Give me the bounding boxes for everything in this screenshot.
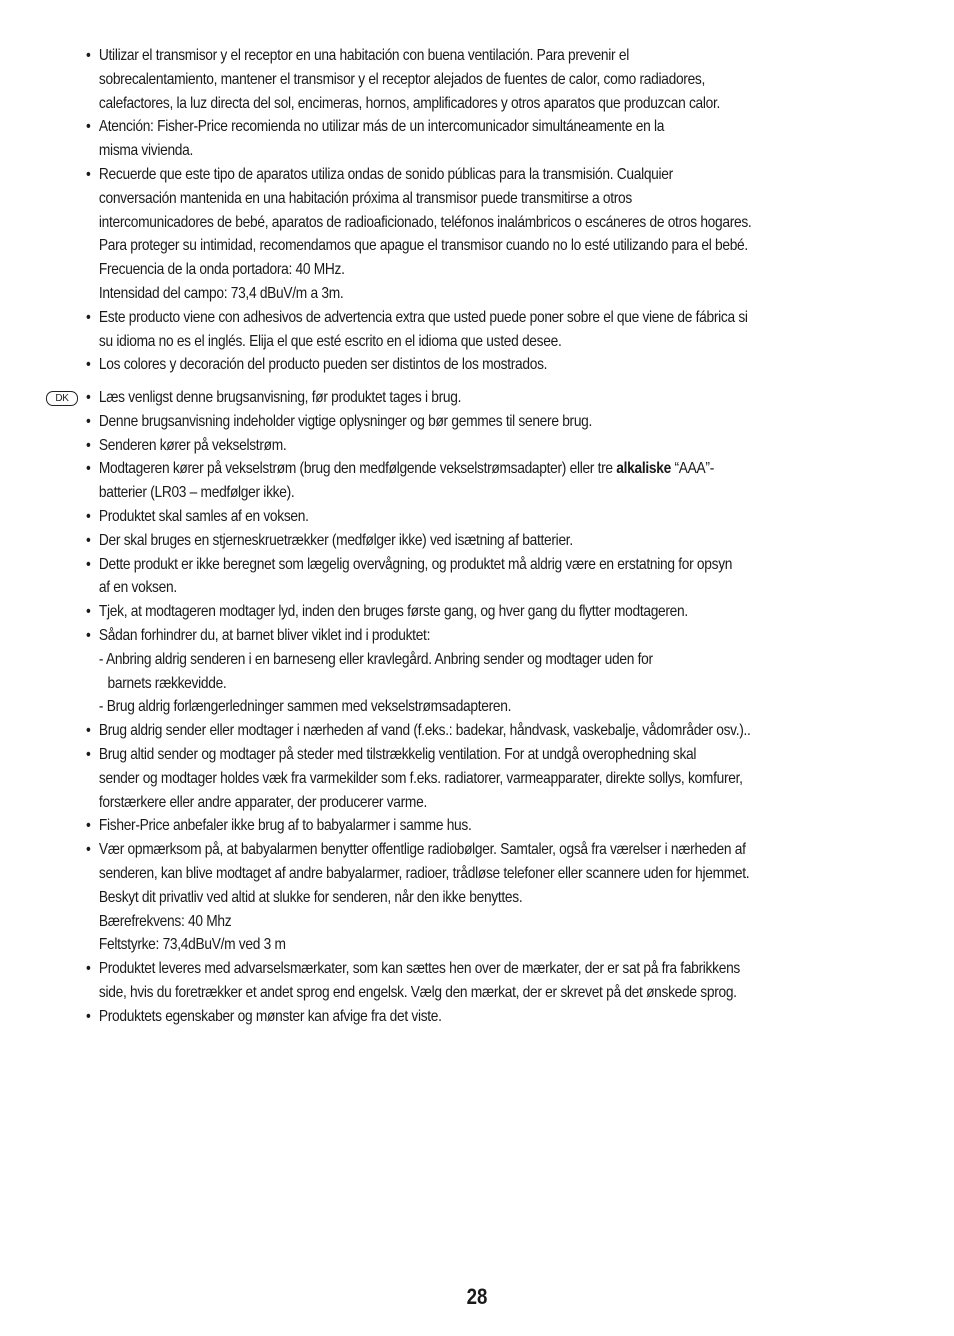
list-item [86, 600, 929, 624]
text-line [99, 457, 929, 481]
list-item [86, 743, 929, 814]
list-item [86, 410, 929, 434]
text-line: • Denne brugsanvisning indeholder vigtige oplysninger og bør gemmes til senere brug. [98, 412, 593, 430]
list-item [86, 44, 929, 115]
text-line: sender og modtager holdes væk fra varmekilder som f.eks. radiatorer, varmeapparater, direkte sollys, komfurer, [98, 769, 743, 787]
text-line: • Brug altid sender og modtager på steder med tilstrækkelig ventilation. For at undgå overophedning skal [98, 745, 697, 763]
text-line: • Produktet leveres med advarselsmærkater, som kan sættes hen over de mærkater, der er sat på fra fabrikkens [98, 960, 741, 978]
text-line: • Vær opmærksom på, at babyalarmen benytter offentlige radiobølger. Samtaler, også fra værelser i nærheden af [98, 841, 746, 859]
list-item [86, 957, 929, 1005]
text-line: • Utilizar el transmisor y el receptor en una habitación con buena ventilación. Para prevenir el [98, 47, 629, 64]
list-item [86, 115, 929, 163]
language-badge-dk: DK [46, 391, 78, 406]
text-line: calefactores, la luz directa del sol, encimeras, hornos, amplificadores y otros aparatos que produzcan calor. [98, 94, 721, 112]
text-line: Feltstyrke: 73,4dBuV/m ved 3 m [98, 936, 286, 954]
text-line: • Este producto viene con adhesivos de advertencia extra que usted puede poner sobre el que viene de fábrica si [98, 308, 748, 326]
danish-bullet-list [86, 386, 916, 1029]
list-item [86, 353, 929, 377]
list-item [86, 163, 929, 306]
text-line: • Produktets egenskaber og mønster kan afvige fra det viste. [98, 1007, 442, 1025]
list-item [86, 719, 929, 743]
text-line: • Tjek, at modtageren modtager lyd, inden den bruges første gang, og hver gang du flytter modtageren. [98, 603, 688, 621]
text-line: forstærkere eller andre apparater, der producerer varme. [98, 793, 427, 811]
text-line: Frecuencia de la onda portadora: 40 MHz. [98, 261, 345, 279]
text-line: misma vivienda. [98, 142, 194, 160]
text-line: • Recuerde que este tipo de aparatos utiliza ondas de sonido públicas para la transmisión. Cualquier [98, 165, 673, 183]
text-line: - Anbring aldrig senderen i en barneseng eller kravlegård. Anbring sender og modtager uden for [98, 650, 653, 668]
text-line: barnets rækkevidde. [107, 674, 227, 692]
text-segment: Modtageren kører på vekselstrøm (brug den medfølgende vekselstrømsadapter) eller tre [98, 460, 617, 478]
text-line: su idioma no es el inglés. Elija el que esté escrito en el idioma que usted desee. [98, 332, 562, 350]
text-line: • Læs venligst denne brugsanvisning, før produktet tages i brug. [98, 389, 462, 406]
list-item [86, 838, 929, 957]
list-item [86, 553, 929, 601]
text-line: • Los colores y decoración del producto pueden ser distintos de los mostrados. [98, 356, 548, 374]
list-item [86, 434, 929, 458]
text-line: • Fisher-Price anbefaler ikke brug af to babyalarmer i samme hus. [98, 817, 472, 835]
danish-section [86, 386, 916, 1029]
text-line: af en voksen. [98, 579, 177, 597]
spanish-section [86, 44, 916, 377]
text-line: • Produktet skal samles af en voksen. [98, 507, 309, 525]
list-item [86, 505, 929, 529]
list-item [86, 529, 929, 553]
text-line: • Der skal bruges en stjerneskruetrækker (medfølger ikke) ved isætning af batterier. [98, 531, 573, 549]
text-line: batterier (LR03 – medfølger ikke). [98, 484, 295, 502]
list-item [86, 457, 929, 505]
text-line: Intensidad del campo: 73,4 dBuV/m a 3m. [98, 284, 344, 302]
text-line: sobrecalentamiento, mantener el transmisor y el receptor alejados de fuentes de calor, como radiadores, [98, 70, 706, 88]
text-line: Beskyt dit privatliv ved altid at slukke for senderen, når den ikke benyttes. [98, 888, 523, 906]
text-line: Para proteger su intimidad, recomendamos que apague el transmisor cuando no lo esté utilizando para el bebé. [98, 237, 748, 255]
text-line: • Brug aldrig sender eller modtager i nærheden af vand (f.eks.: badekar, håndvask, vaskebalje, vådområder osv.).. [98, 722, 751, 740]
text-line: Bærefrekvens: 40 Mhz [98, 912, 232, 930]
text-line: • Sådan forhindrer du, at barnet bliver viklet ind i produktet: [98, 626, 431, 644]
list-item [86, 386, 929, 410]
bold-term: alkaliske [616, 460, 671, 478]
list-item [86, 1005, 929, 1029]
text-line: • Senderen kører på vekselstrøm. [98, 436, 287, 454]
text-line: • Dette produkt er ikke beregnet som lægelig overvågning, og produktet må aldrig være en erstatning for opsyn [98, 555, 733, 573]
list-item [86, 814, 929, 838]
text-line: - Brug aldrig forlængerledninger sammen med vekselstrømsadapteren. [98, 698, 512, 716]
text-line: side, hvis du foretrækker et andet sprog end engelsk. Vælg den mærkat, der er skrevet på det ønskede sprog. [98, 983, 737, 1001]
text-segment: “AAA”- [670, 460, 714, 478]
text-line: conversación mantenida en una habitación próxima al transmisor puede transmitirse a otros [98, 189, 632, 207]
sub-list-item [86, 648, 929, 696]
spanish-bullet-list [86, 44, 916, 377]
page-number: 28 [466, 1284, 488, 1309]
text-line: senderen, kan blive modtaget af andre babyalarmer, radioer, trådløse telefoner eller scannere uden for hjemmet. [98, 864, 750, 882]
sub-list-item [86, 695, 929, 719]
list-item [86, 306, 929, 354]
text-line: • Atención: Fisher-Price recomienda no utilizar más de un intercomunicador simultáneamente en la [98, 118, 665, 136]
list-item [86, 624, 929, 648]
text-line: intercomunicadores de bebé, aparatos de radioaficionado, teléfonos inalámbricos o escáneres de otros hogares. [98, 213, 752, 231]
